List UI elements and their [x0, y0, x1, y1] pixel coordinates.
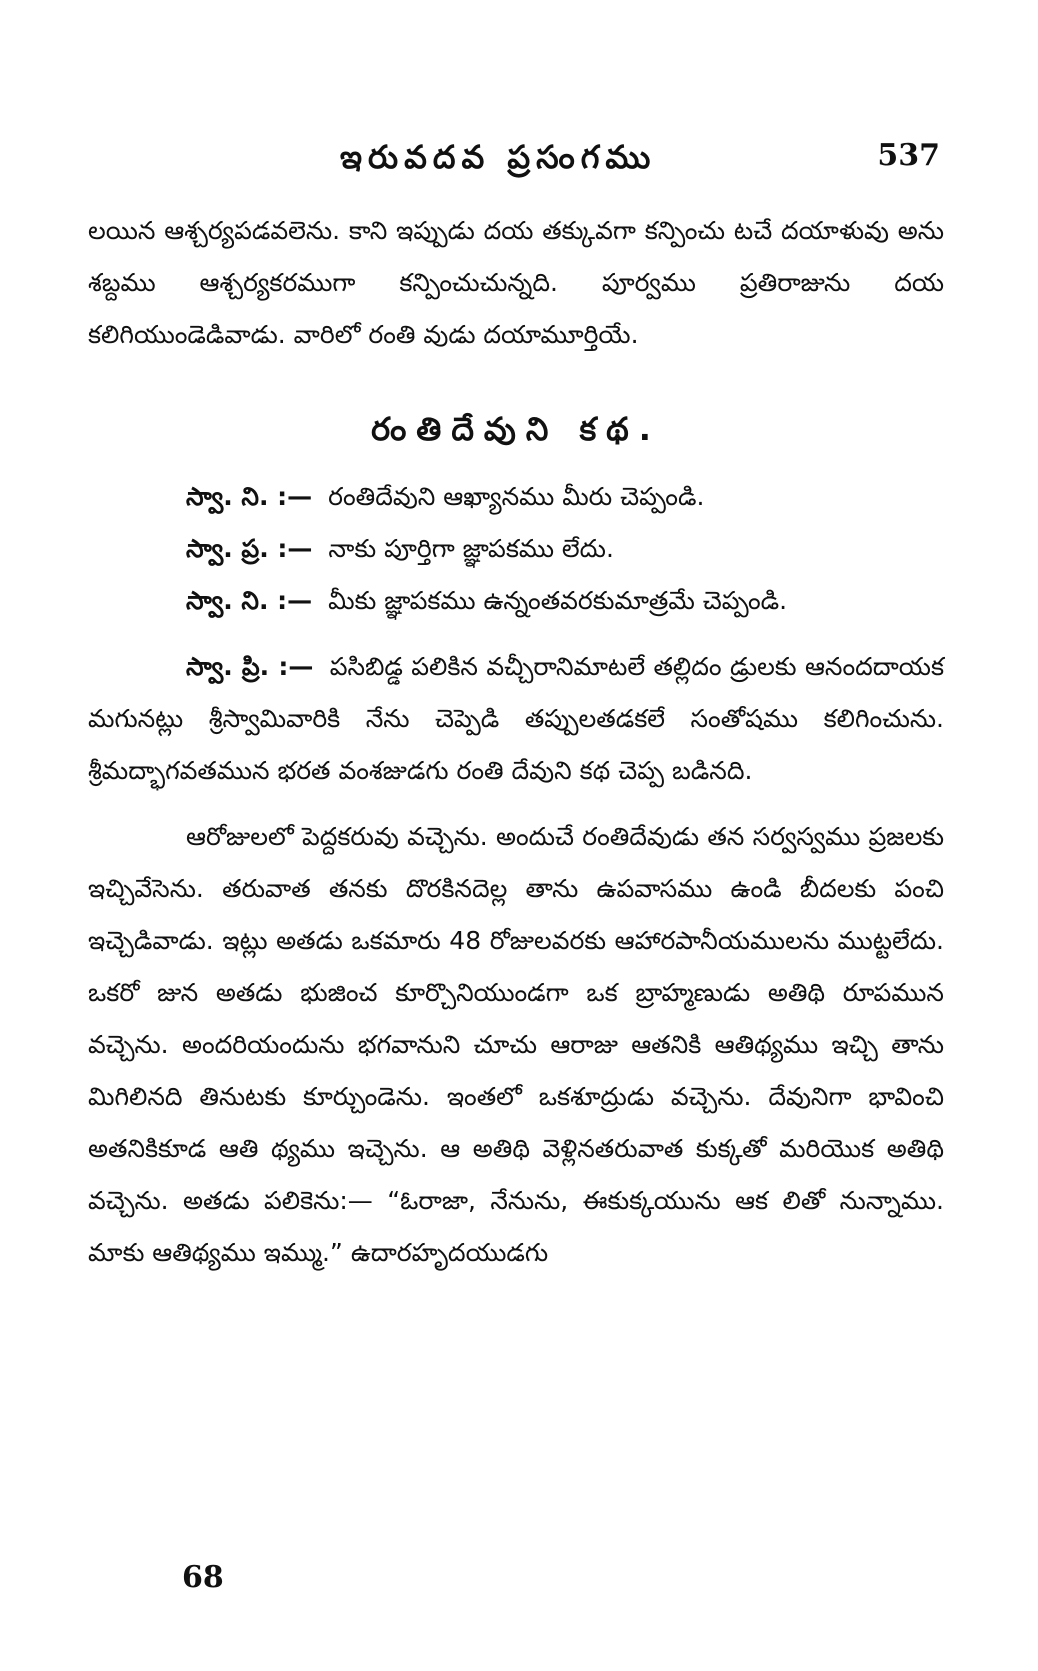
speaker-label: స్వా. ప్రి. :— [186, 652, 314, 681]
dialogue-text: రంతిదేవుని ఆఖ్యానము మీరు చెప్పండి. [328, 482, 705, 511]
speaker-label: స్వా. ని. :— [186, 482, 313, 511]
speaker-label: స్వా. ప్ర. :— [186, 534, 313, 563]
signature-mark: 68 [182, 1560, 224, 1595]
dialogue-line [88, 471, 944, 523]
page-body [88, 205, 944, 1279]
dialogue-text: మీకు జ్ఞాపకము ఉన్నంతవరకుమాత్రమే చెప్పండి. [328, 586, 788, 615]
opening-paragraph: లయిన ఆశ్చర్యపడవలెను. కాని ఇప్పుడు దయ తక్కువగా కన్పించు టచే దయాళువు అను శబ్దము ఆశ్చర్యకరముగా కన్పించుచున్నది. పూర్వము ప్రతిరాజును దయ కలిగియుండెడివాడు. వారిలో రంతి వుడు దయామూర్తియే. [88, 216, 944, 349]
dialogue-line [88, 575, 944, 627]
dialogue-line [88, 523, 944, 575]
running-title: ఇరువదవ ప్రసంగము [340, 138, 657, 176]
dialogue-text: నాకు పూర్తిగా జ్ఞాపకము లేదు. [328, 534, 614, 563]
section-heading: రంతిదేవుని కథ. [371, 410, 661, 448]
story-paragraph: ఆరోజులలో పెద్దకరువు వచ్చెను. అందుచే రంతిదేవుడు తన సర్వస్వము ప్రజలకు ఇచ్చివేసెను. తరువాత తనకు దొరకినదెల్ల తాను ఉపవాసము ఉండి బీదలకు పంచి ఇచ్చెడివాడు. ఇట్లు అతడు ఒకమారు 48 రోజులవరకు ఆహారపానీయములను ముట్టలేదు. ఒకరో జున అతడు భుజించ కూర్చొనియుండగా ఒక బ్రాహ్మణుడు అతిథి రూపమున వచ్చెను. అందరియందును భగవానుని చూచు ఆరాజు ఆతనికి ఆతిథ్యము ఇచ్చి తాను మిగిలినది తినుటకు కూర్చుండెను. ఇంతలో ఒకశూద్రుడు వచ్చెను. దేవునిగా భావించి అతనికికూడ ఆతి థ్యము ఇచ్చెను. ఆ అతిథి వెళ్లినతరువాత కుక్కతో మరియొక అతిథి వచ్చెను. అతడు పలికెను:— “ఓరాజా, నేనును, ఈకుక్కయును ఆక లితో నున్నాము. మాకు ఆతిథ్యము ఇమ్ము.” ఉదారహృదయుడగు [88, 822, 944, 1267]
dialogue-text: పసిబిడ్డ పలికిన వచ్చీరానిమాటలే తల్లిదం డ్రులకు ఆనందదాయక మగునట్లు శ్రీస్వామివారికి నేను చెప్పెడి తప్పులతడకలే సంతోషము కలిగించును. శ్రీమద్భాగవతమున భరత వంశజుడగు రంతి దేవుని కథ చెప్ప బడినది. [88, 652, 944, 785]
speaker-label: స్వా. ని. :— [186, 586, 313, 615]
dialogue-line [88, 641, 944, 797]
page-header [90, 128, 940, 188]
page-number: 537 [877, 138, 940, 173]
